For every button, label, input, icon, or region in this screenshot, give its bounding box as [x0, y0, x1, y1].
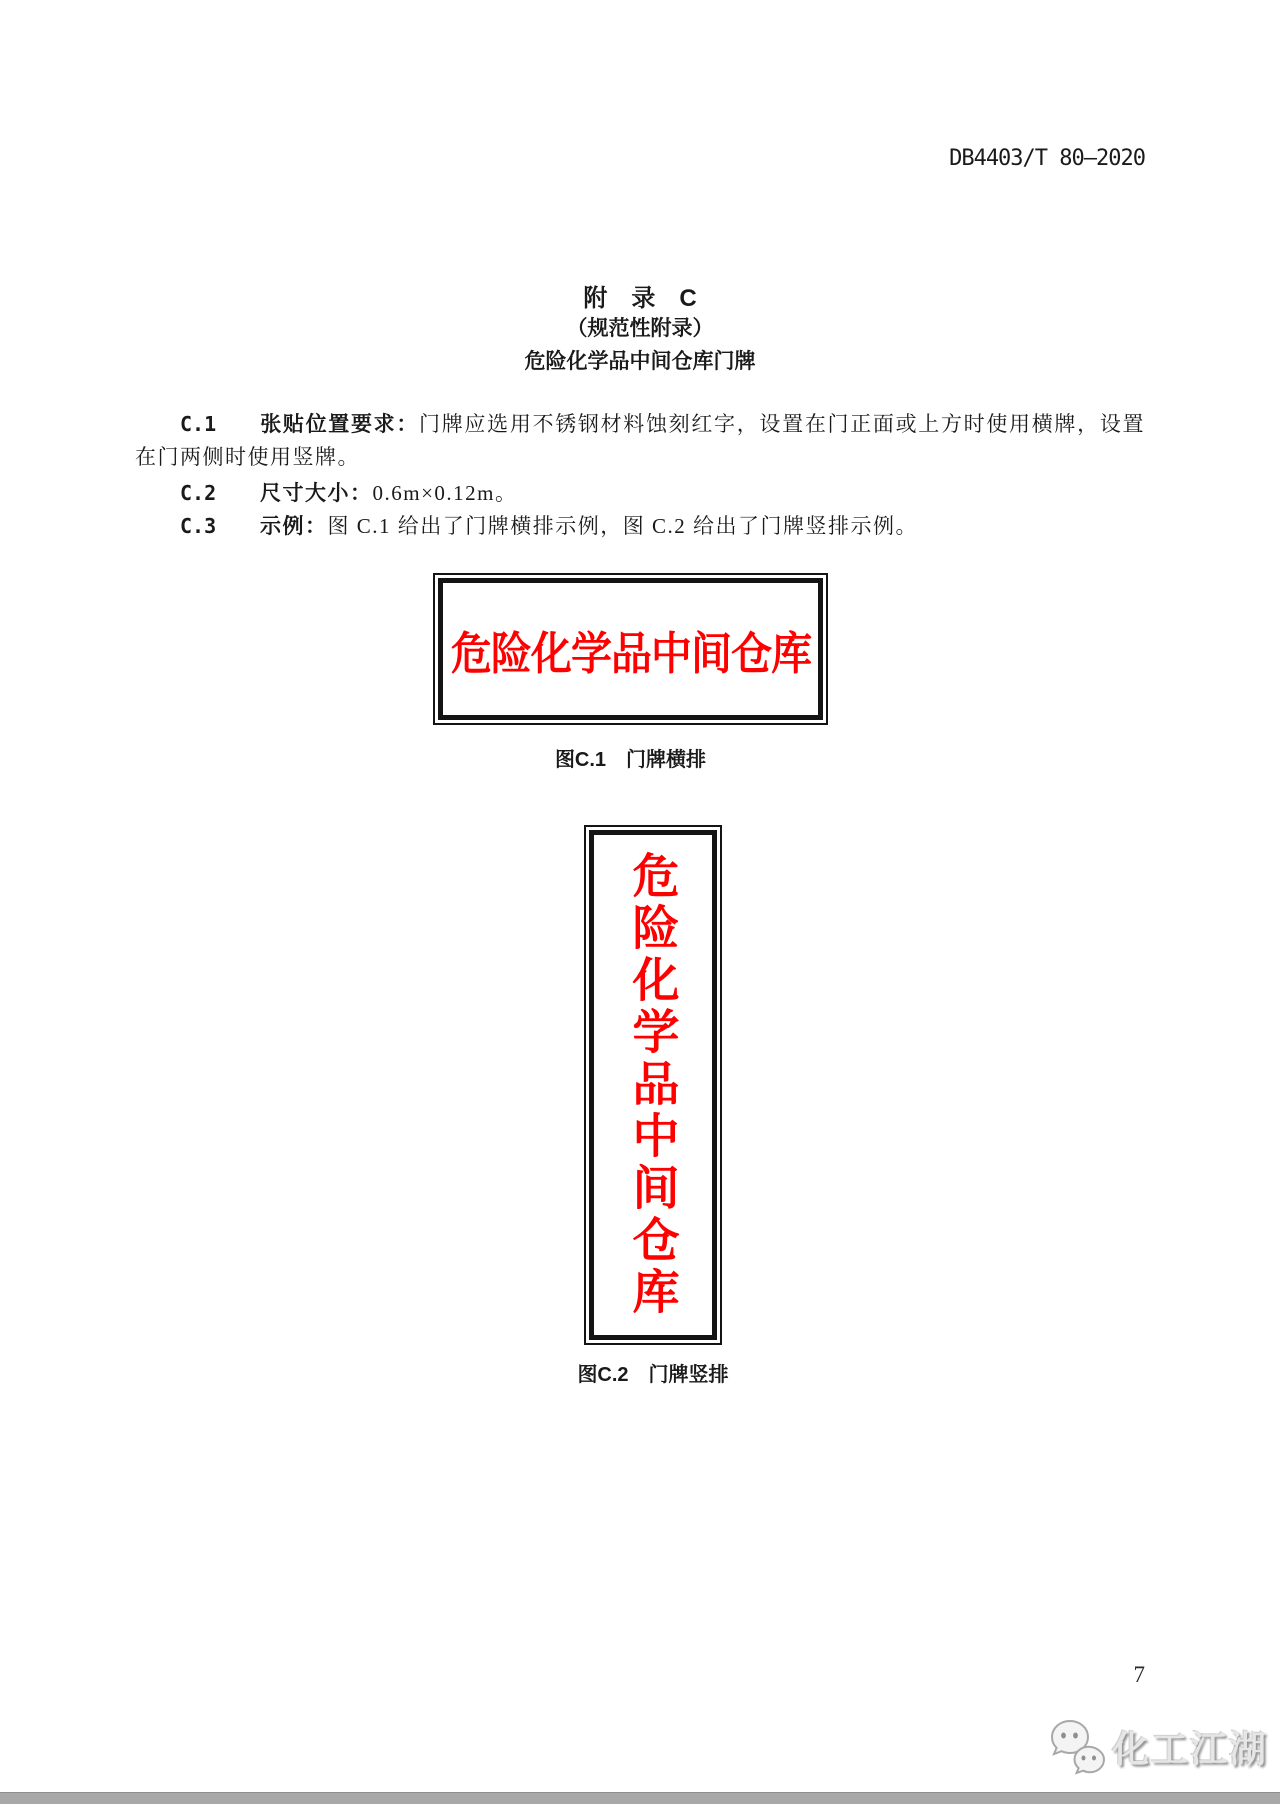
clause-c1-term: 张贴位置要求： — [260, 413, 420, 436]
clause-c3-term: 示例： — [260, 515, 328, 538]
figure-c1-horizontal-sign — [433, 573, 828, 725]
standard-code-header: DB4403/T 80—2020 — [949, 146, 1145, 171]
figure-c1-caption: 图C.1 门牌横排 — [554, 749, 707, 771]
clause-c1 — [135, 408, 1145, 474]
figure-c2-sign-inner-border — [589, 830, 717, 1340]
figure-c2-caption: 图C.2 门牌竖排 — [577, 1364, 729, 1386]
clause-c2 — [135, 477, 1145, 510]
page-number: 7 — [1133, 1662, 1145, 1687]
watermark-label: 化工江湖 — [1112, 1729, 1268, 1770]
wechat-bubbles-icon — [1050, 1716, 1106, 1776]
horizontal-sign-text: 危险化学品中间仓库 — [450, 627, 811, 679]
clause-c3-text: 图 C.1 给出了门牌横排示例，图 C.2 给出了门牌竖排示例。 — [327, 514, 919, 538]
appendix-title: 附 录 C — [583, 285, 697, 312]
clause-c2-term: 尺寸大小： — [260, 482, 373, 505]
appendix-subtitle: （规范性附录） — [566, 317, 714, 340]
clause-c2-number: C.2 — [180, 481, 217, 505]
clause-c1-number: C.1 — [180, 412, 217, 436]
watermark-logo — [1050, 1716, 1268, 1776]
figure-c1-sign-inner-border — [438, 578, 823, 720]
clause-c1-text: 门牌应选用不锈钢材料蚀刻红字，设置在门正面或上方时使用横牌，设置在门两侧时使用竖牌。 — [135, 412, 1146, 469]
footer-gray-bar — [0, 1792, 1280, 1804]
clause-c3 — [135, 510, 1145, 543]
clause-c3-number: C.3 — [180, 514, 217, 538]
vertical-sign-text: 危险化学品中间仓库 — [626, 851, 680, 1319]
appendix-heading: 危险化学品中间仓库门牌 — [524, 350, 756, 373]
clause-c2-text: 0.6m×0.12m。 — [372, 481, 518, 505]
figure-c2-vertical-sign — [584, 825, 722, 1345]
